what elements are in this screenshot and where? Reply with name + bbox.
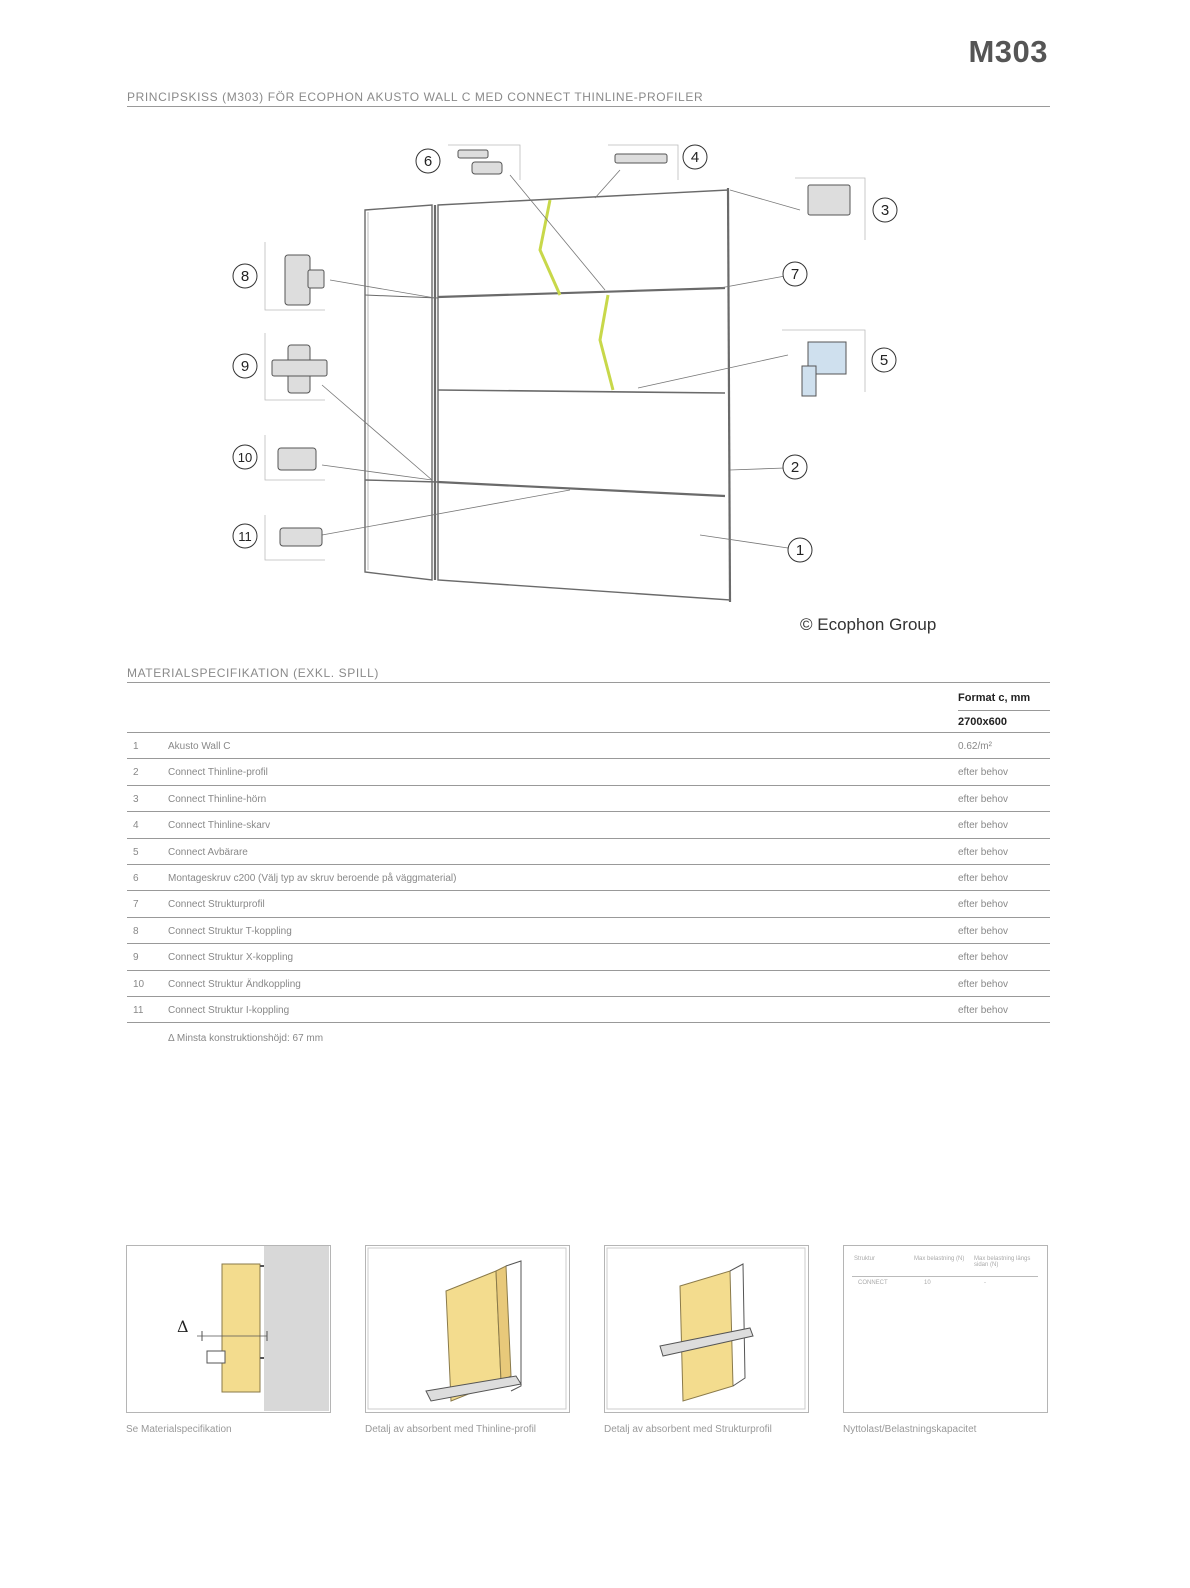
load-h3: Max belastning längs sidan (N): [974, 1256, 1031, 1268]
end-coupling-part: [278, 448, 316, 470]
spec-row-amount: efter behov: [958, 846, 1009, 858]
spec-row-amount: efter behov: [958, 952, 1009, 964]
svg-text:1: 1: [795, 542, 805, 559]
spec-header-format: [127, 688, 1050, 710]
table-row: [127, 733, 1050, 759]
svg-text:3: 3: [880, 202, 890, 219]
spec-row-number: 1: [133, 741, 139, 752]
format-label: Format c, mm: [958, 692, 1031, 704]
callout-4: [683, 145, 707, 169]
spec-row-number: 7: [133, 899, 139, 911]
copyright-notice: © Ecophon Group: [800, 615, 937, 634]
svg-text:8: 8: [240, 268, 250, 285]
table-row: [127, 786, 1050, 812]
detail-thinline-thumb: [365, 1245, 570, 1413]
document-code: M303: [968, 34, 1048, 69]
spec-row-number: 4: [133, 820, 139, 832]
spec-row-number: 8: [133, 925, 139, 937]
spec-row-description: Connect Struktur T-koppling: [168, 925, 292, 937]
spec-row-number: 11: [133, 1004, 144, 1016]
table-row: [127, 812, 1050, 838]
wall-panel-left: [365, 205, 432, 580]
svg-text:2: 2: [790, 459, 800, 476]
detail-struktur-thumb: [604, 1245, 809, 1413]
table-row: [127, 971, 1050, 997]
spec-row-description: Connect Thinline-skarv: [168, 820, 271, 832]
spec-row-description: Akusto Wall C: [168, 741, 231, 752]
spec-row-description: Connect Thinline-hörn: [168, 793, 267, 805]
spec-row-amount: efter behov: [958, 925, 1009, 937]
load-r1c1: CONNECT: [858, 1280, 888, 1286]
svg-text:4: 4: [690, 149, 700, 166]
principle-sketch: [210, 130, 970, 650]
table-row: [127, 918, 1050, 944]
spec-row-number: 9: [133, 952, 139, 964]
spec-row-description: Connect Strukturprofil: [168, 899, 265, 911]
callout-8: [233, 264, 257, 288]
spec-row-amount: efter behov: [958, 872, 1009, 884]
load-h2: Max belastning (N): [914, 1256, 965, 1262]
spec-row-description: Connect Avbärare: [168, 846, 248, 858]
thinline-splice-part: [615, 154, 667, 163]
load-h1: Struktur: [854, 1256, 876, 1262]
callout-7: [783, 262, 807, 286]
spec-row-amount: efter behov: [958, 793, 1009, 805]
caption-struktur: Detalj av absorbent med Strukturprofil: [604, 1424, 772, 1435]
table-row: [127, 865, 1050, 891]
callout-3: [873, 198, 897, 222]
spec-row-number: 3: [133, 793, 139, 805]
wall-panel-main: [438, 190, 730, 600]
spec-title: MATERIALSPECIFIKATION (EXKL. SPILL): [127, 666, 1050, 683]
table-row: [127, 997, 1050, 1023]
spec-row-description: Connect Thinline-profil: [168, 767, 268, 779]
material-spec-table: [127, 688, 1050, 1023]
i-coupling-part: [280, 528, 322, 546]
load-r1c3: -: [984, 1280, 986, 1286]
spec-row-description: Connect Struktur Ändkoppling: [168, 978, 301, 990]
spec-row-number: 6: [133, 872, 139, 884]
spec-row-number: 10: [133, 978, 145, 990]
svg-text:7: 7: [790, 266, 800, 283]
caption-thinline: Detalj av absorbent med Thinline-profil: [365, 1424, 537, 1435]
svg-text:10: 10: [237, 450, 253, 465]
spec-row-amount: efter behov: [958, 767, 1009, 779]
callout-2: [783, 455, 807, 479]
table-row: [127, 944, 1050, 970]
table-row: [127, 891, 1050, 917]
spec-row-amount: efter behov: [958, 899, 1009, 911]
format-value: 2700x600: [958, 716, 1007, 728]
spec-row-number: 2: [133, 767, 139, 779]
load-capacity-thumb: [843, 1245, 1048, 1413]
t-coupling-part: [285, 255, 310, 305]
spec-row-amount: efter behov: [958, 820, 1009, 832]
spec-row-amount: efter behov: [958, 978, 1009, 990]
thinline-corner-part: [808, 185, 850, 215]
svg-text:11: 11: [238, 529, 252, 544]
table-row: [127, 839, 1050, 865]
svg-text:9: 9: [240, 358, 250, 375]
min-height-note: Δ Minsta konstruktionshöjd: 67 mm: [168, 1033, 324, 1044]
detail-section-thumb: [126, 1245, 331, 1413]
spec-row-description: Connect Struktur I-koppling: [168, 1004, 290, 1016]
caption-section: Se Materialspecifikation: [126, 1424, 232, 1435]
callout-11: [233, 524, 257, 548]
delta-symbol: Δ: [177, 1317, 189, 1336]
spec-row-amount: 0.62/m²: [958, 741, 992, 752]
svg-text:6: 6: [423, 153, 433, 170]
spec-row-amount: efter behov: [958, 1004, 1009, 1016]
callout-9: [233, 354, 257, 378]
spec-row-number: 5: [133, 846, 139, 858]
spec-row-description: Montageskruv c200 (Välj typ av skruv beroende på väggmaterial): [168, 872, 457, 884]
spec-row-description: Connect Struktur X-koppling: [168, 952, 294, 964]
load-r1c2: 10: [924, 1280, 931, 1286]
svg-text:5: 5: [879, 352, 889, 369]
sketch-title: PRINCIPSKISS (M303) FÖR ECOPHON AKUSTO WALL C MED CONNECT THINLINE-PROFILER: [127, 90, 1050, 107]
table-row: [127, 759, 1050, 785]
spec-header-size: [127, 710, 1050, 733]
callout-6: [416, 149, 440, 173]
caption-load: Nyttolast/Belastningskapacitet: [843, 1424, 977, 1435]
callout-1: [788, 538, 812, 562]
screw-part: [458, 150, 488, 158]
callout-5: [872, 348, 896, 372]
callout-10: [233, 445, 257, 469]
